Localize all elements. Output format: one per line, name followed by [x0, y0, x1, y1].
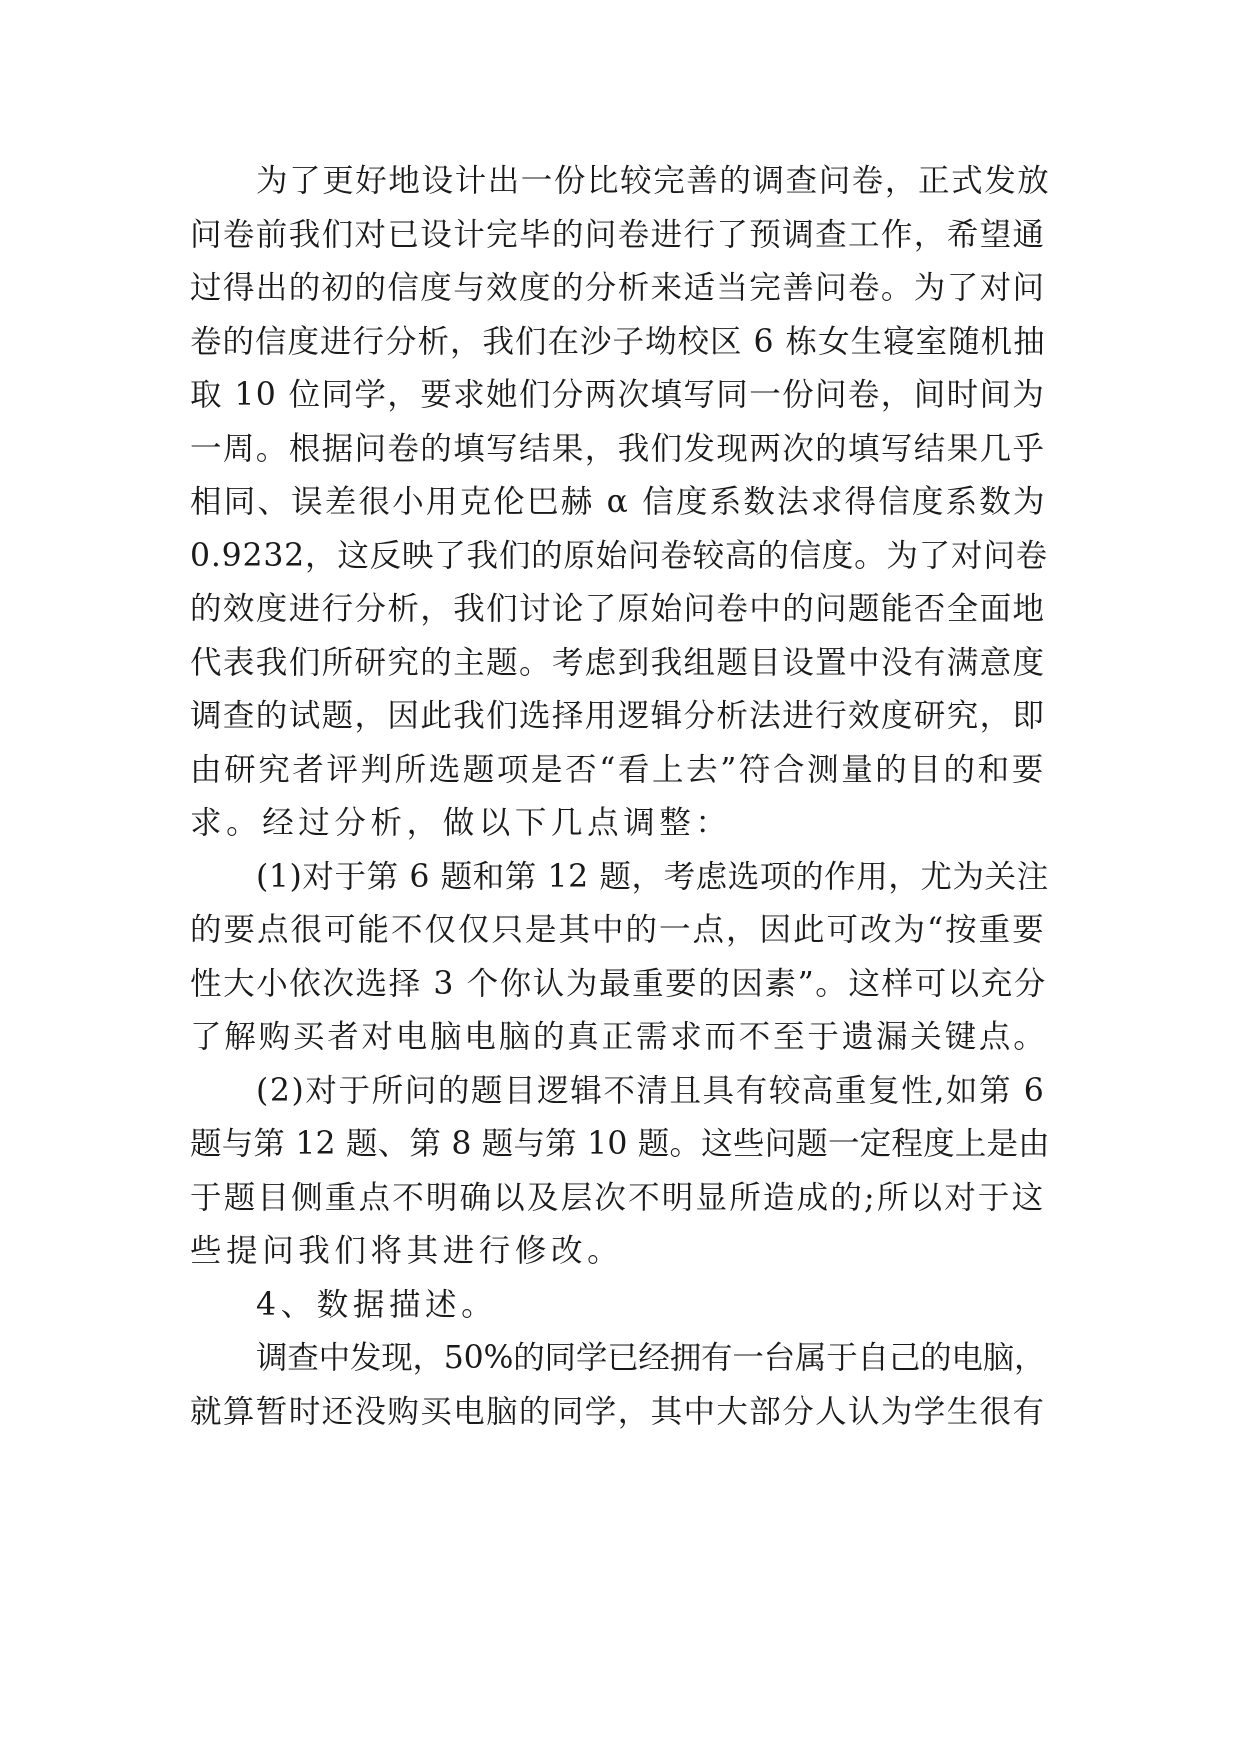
text-line: 于题目侧重点不明确以及层次不明显所造成的;所以对于这	[190, 1179, 1046, 1216]
text-line: (2)对于所问的题目逻辑不清且具有较高重复性,如第 6	[256, 1072, 1046, 1109]
text-line: 性大小依次选择 3 个你认为最重要的因素”。这样可以充分	[190, 965, 1047, 1002]
text-line: 0.9232，这反映了我们的原始问卷较高的信度。为了对问卷	[190, 537, 1048, 574]
text-line: 卷的信度进行分析，我们在沙子坳校区 6 栋女生寝室随机抽	[190, 323, 1046, 360]
text-line: 的要点很可能不仅仅只是其中的一点，因此可改为“按重要	[190, 912, 1046, 948]
text-line: 一周。根据问卷的填写结果，我们发现两次的填写结果几乎	[190, 430, 1046, 467]
body-text	[190, 155, 1050, 1439]
text-line: 了解购买者对电脑电脑的真正需求而不至于遗漏关键点。	[190, 1019, 1048, 1055]
text-line: 就算暂时还没购买电脑的同学，其中大部分人认为学生很有	[190, 1393, 1046, 1430]
text-line: 由研究者评判所选题项是否“看上去”符合测量的目的和要	[190, 751, 1046, 788]
text-line: 取 10 位同学，要求她们分两次填写同一份问卷，间时间为	[190, 377, 1046, 413]
text-line: 调查的试题，因此我们选择用逻辑分析法进行效度研究，即	[190, 698, 1046, 734]
text-line: 为了更好地设计出一份比较完善的调查问卷，正式发放	[256, 163, 1051, 199]
text-line: 题与第 12 题、第 8 题与第 10 题。这些问题一定程度上是由	[190, 1126, 1050, 1162]
section-heading: 4、数据描述。	[256, 1286, 498, 1323]
text-line: 代表我们所研究的主题。考虑到我组题目设置中没有满意度	[190, 644, 1046, 681]
text-line: 些提问我们将其进行修改。	[190, 1233, 624, 1269]
text-line: 过得出的初的信度与效度的分析来适当完善问卷。为了对问	[190, 270, 1046, 306]
text-line: 求。经过分析，做以下几点调整：	[190, 805, 732, 841]
text-line: 调查中发现，50%的同学已经拥有一台属于自己的电脑，	[256, 1340, 1046, 1376]
text-line: (1)对于第 6 题和第 12 题，考虑选项的作用，尤为关注	[256, 858, 1049, 895]
text-line: 相同、误差很小用克伦巴赫 α 信度系数法求得信度系数为	[190, 484, 1047, 520]
text-line: 问卷前我们对已设计完毕的问卷进行了预调查工作，希望通	[190, 216, 1046, 253]
text-line: 的效度进行分析，我们讨论了原始问卷中的问题能否全面地	[190, 591, 1046, 627]
